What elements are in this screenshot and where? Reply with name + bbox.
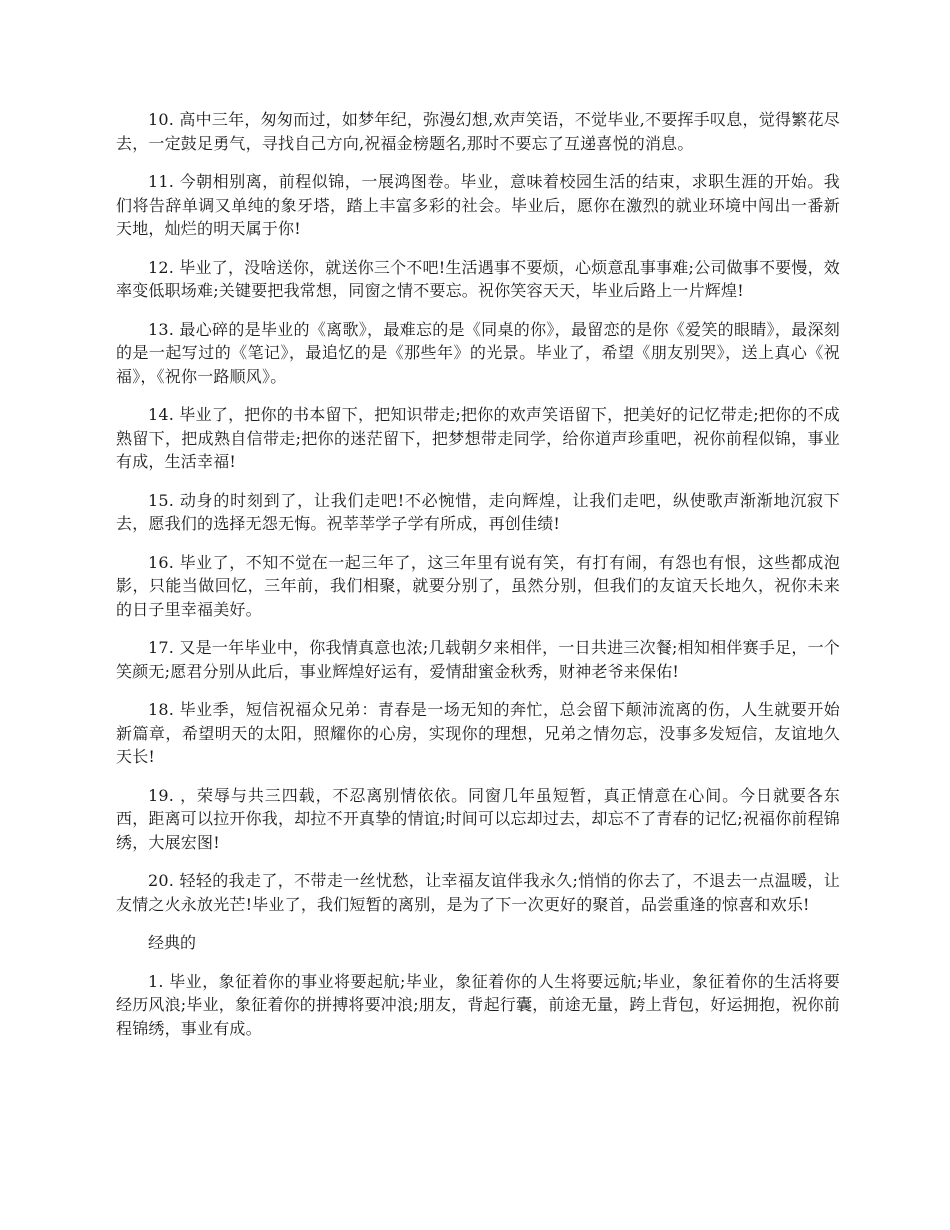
paragraph-11: 11. 今朝相别离，前程似锦，一展鸿图卷。毕业，意味着校园生活的结束，求职生涯的开始。我们将告辞单调又单纯的象牙塔，踏上丰富多彩的社会。毕业后，愿你在激烈的就业环境中闯出一番新天地，灿烂的明天属于你!	[116, 172, 840, 238]
paragraph-14: 14. 毕业了，把你的书本留下，把知识带走;把你的欢声笑语留下，把美好的记忆带走;把你的不成熟留下，把成熟自信带走;把你的迷茫留下，把梦想带走同学，给你道声珍重吧，祝你前程似锦，事业有成，生活幸福!	[116, 405, 840, 471]
paragraph-19: 19. ，荣辱与共三四载，不忍离别情依依。同窗几年虽短暂，真正情意在心间。今日就要各东西，距离可以拉开你我，却拉不开真挚的情谊;时间可以忘却过去，却忘不了青春的记忆;祝福你前程锦绣，大展宏图!	[116, 785, 840, 852]
document-page	[116, 108, 840, 1055]
section-heading: 经典的	[148, 933, 197, 952]
paragraph-16: 16. 毕业了，不知不觉在一起三年了，这三年里有说有笑，有打有闹，有怨也有恨，这些都成泡影，只能当做回忆，三年前，我们相聚，就要分别了，虽然分别，但我们的友谊天长地久，祝你未来的日子里幸福美好。	[116, 552, 840, 619]
classic-paragraph-1: 1. 毕业，象征着你的事业将要起航;毕业，象征着你的人生将要远航;毕业，象征着你的生活将要经历风浪;毕业，象征着你的拼搏将要冲浪;朋友，背起行囊，前途无量，跨上背包，好运拥抱，祝你前程锦绣，事业有成。	[116, 971, 840, 1038]
paragraph-17: 17. 又是一年毕业中，你我情真意也浓;几载朝夕来相伴，一日共进三次餐;相知相伴赛手足，一个笑颜无;愿君分别从此后，事业辉煌好运有，爱情甜蜜金秋秀，财神老爷来保佑!	[116, 638, 840, 681]
paragraph-10: 10. 高中三年，匆匆而过，如梦年纪，弥漫幻想,欢声笑语，不觉毕业,不要挥手叹息，觉得繁花尽去，一定鼓足勇气，寻找自己方向,祝福金榜题名,那时不要忘了互递喜悦的消息。	[116, 110, 840, 153]
paragraph-13: 13. 最心碎的是毕业的《离歌》，最难忘的是《同桌的你》，最留恋的是你《爱笑的眼睛》，最深刻的是一起写过的《笔记》，最追忆的是《那些年》的光景。毕业了，希望《朋友别哭》，送上真心《祝福》，《祝你一路顺风》。	[116, 319, 840, 386]
paragraph-18: 18. 毕业季，短信祝福众兄弟：青春是一场无知的奔忙，总会留下颠沛流离的伤，人生就要开始新篇章，希望明天的太阳，照耀你的心房，实现你的理想，兄弟之情勿忘，没事多发短信，友谊地久天长!	[116, 700, 840, 766]
paragraph-20: 20. 轻轻的我走了，不带走一丝忧愁，让幸福友谊伴我永久;悄悄的你去了，不退去一点温暖，让友情之火永放光芒!毕业了，我们短暂的离别，是为了下一次更好的聚首，品尝重逢的惊喜和欢乐!	[116, 871, 840, 914]
paragraph-15: 15. 动身的时刻到了，让我们走吧!不必惋惜，走向辉煌，让我们走吧，纵使歌声渐渐地沉寂下去，愿我们的选择无怨无悔。祝莘莘学子学有所成，再创佳绩!	[116, 490, 840, 533]
paragraph-12: 12. 毕业了，没啥送你，就送你三个不吧!生活遇事不要烦，心烦意乱事事难;公司做事不要慢，效率变低职场难;关键要把我常想，同窗之情不要忘。祝你笑容天天，毕业后路上一片辉煌!	[116, 257, 840, 300]
